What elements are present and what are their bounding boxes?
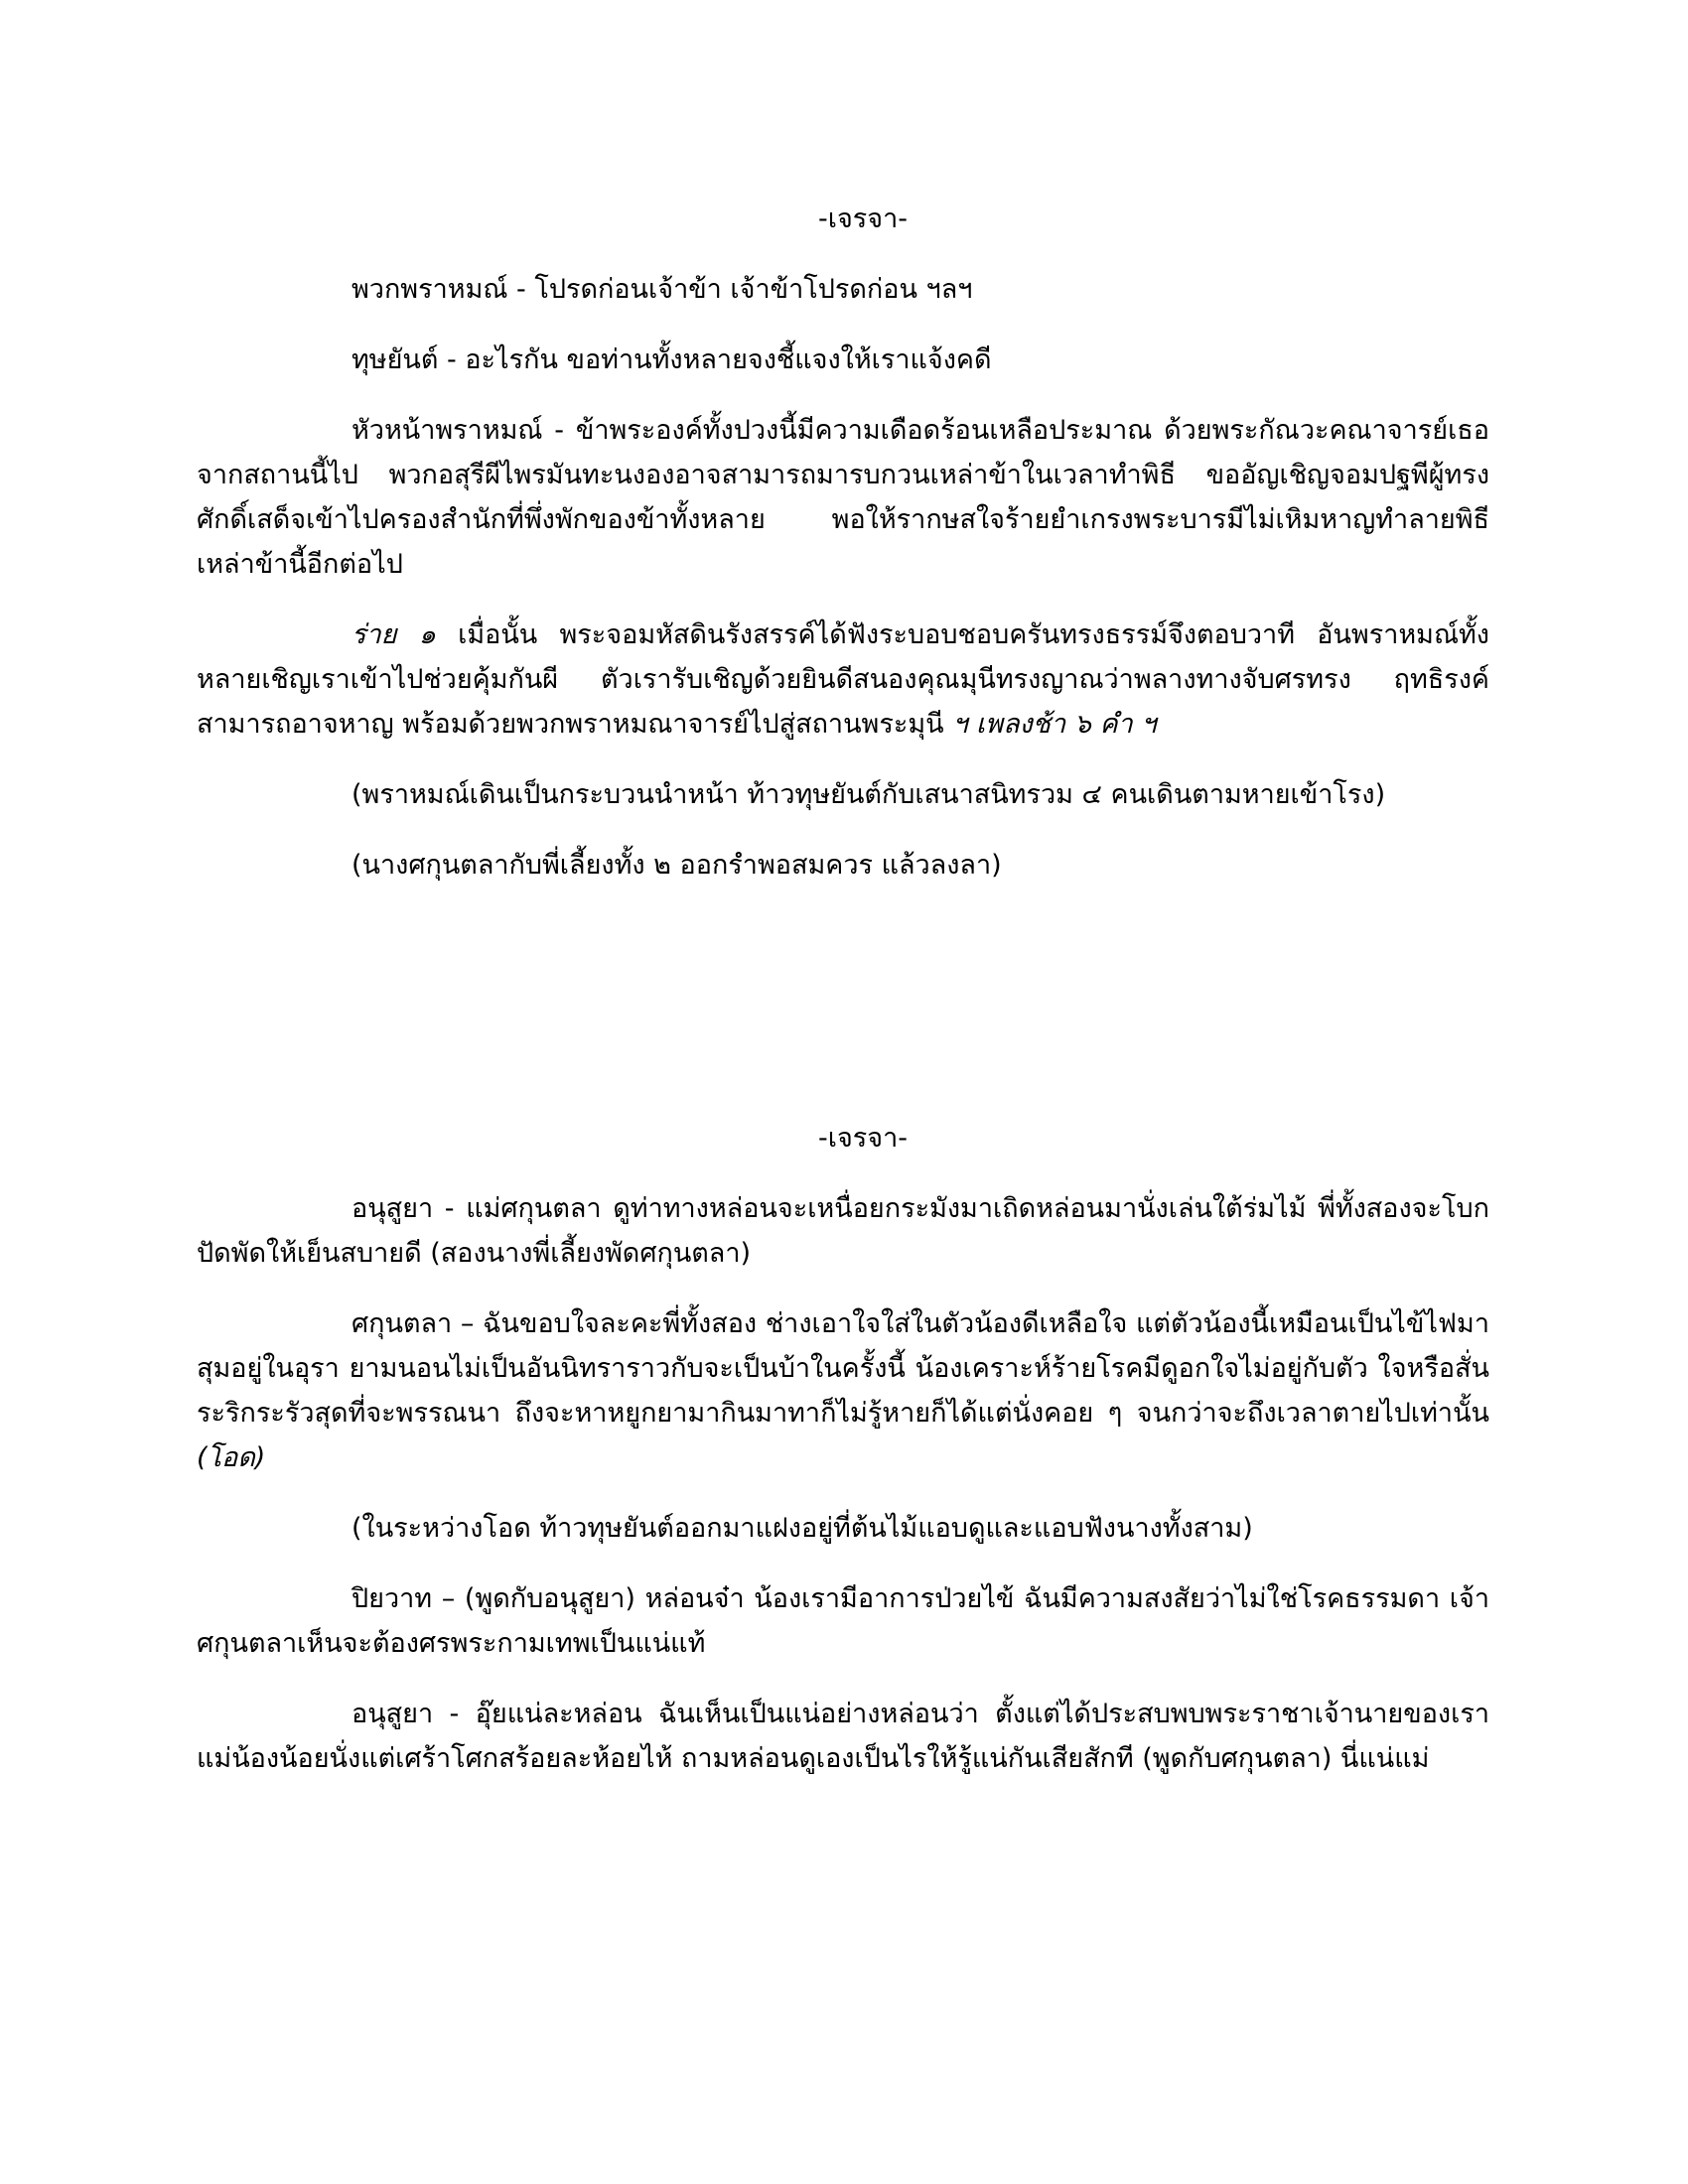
dialogue-para-anusuya-2: อนุสูยา - อุ๊ยแน่ละหล่อน ฉันเห็นเป็นแน่อย่างหล่อนว่า ตั้งแต่ได้ประสบพบพระราชาเจ้านายของเราแม่น้องน้อยนั่งแต่เศร้าโศกสร้อยละห้อยไห้ ถามหล่อนดูเองเป็นไรให้รู้แน่กันเสียสักที (พูดกับศกุนตลา) นี่แน่แม่ bbox=[197, 1699, 1489, 1774]
dialogue-line-brahmins: พวกพราหมณ์ - โปรดก่อนเจ้าข้า เจ้าข้าโปรดก่อน ฯลฯ bbox=[352, 274, 973, 305]
song-cue: (โอด) bbox=[197, 1442, 266, 1473]
verse-song-cue: ฯ เพลงช้า ๖ คำ ฯ bbox=[952, 709, 1157, 740]
stage-direction-procession: (พราหมณ์เดินเป็นกระบวนนำหน้า ท้าวทุษยันต์กับเสนาสนิทรวม ๔ คนเดินตามหายเข้าโรง) bbox=[352, 779, 1386, 810]
dialogue-para-head-brahmin: หัวหน้าพราหมณ์ - ข้าพระองค์ทั้งปวงนี้มีความเดือดร้อนเหลือประมาณ ด้วยพระกัณวะคณาจารย์เธอจากสถานนี้ไป พวกอสุรีผีไพรมันทะนงองอาจสามารถมารบกวนเหล่าข้าในเวลาทำพิธี ขออัญเชิญจอมปฐพีผู้ทรงศักดิ์เสด็จเข้าไปครองสำนักที่พึ่งพักของข้าทั้งหลาย พอให้รากษสใจร้ายยำเกรงพระบารมีไม่เหิมหาญทำลายพิธีเหล่าข้านี้อีกต่อไป bbox=[197, 415, 1489, 580]
dialogue-para-priyamvada: ปิยวาท – (พูดกับอนุสูยา) หล่อนจ๋า น้องเรามีอาการป่วยไข้ ฉันมีความสงสัยว่าไม่ใช่โรคธรรมดา เจ้าศกุนตลาเห็นจะต้องศรพระกามเทพเป็นแน่แท้ bbox=[197, 1583, 1489, 1659]
dialogue-text: ศกุนตลา – ฉันขอบใจละคะพี่ทั้งสอง ช่างเอาใจใส่ในตัวน้องดีเหลือใจ แต่ตัวน้องนี้เหมือนเป็นไข้ไฟมาสุมอยู่ในอุรา ยามนอนไม่เป็นอันนิทราราวกับจะเป็นบ้าในครั้งนี้ น้องเคราะห์ร้ายโรคมีดูอกใจไม่อยู่กับตัว ใจหรือสั่นระริกระรัวสุดที่จะพรรณนา ถึงจะหาหยูกยามากินมาทาก็ไม่รู้หายก็ได้แต่นั่งคอย ๆ จนกว่าจะถึงเวลาตายไปเท่านั้น bbox=[197, 1308, 1489, 1429]
dialogue-section-2 bbox=[197, 1116, 1489, 1807]
stage-direction-dance: (นางศกุนตลากับพี่เลี้ยงทั้ง ๒ ออกรำพอสมควร แล้วลงลา) bbox=[352, 850, 1002, 881]
verse-paragraph bbox=[197, 613, 1489, 747]
verse-text: เมื่อนั้น พระจอมหัสดินรังสรรค์ได้ฟังระบอบชอบครันทรงธรรม์จึงตอบวาที อันพราหมณ์ทั้งหลายเชิญเราเข้าไปช่วยคุ้มกันผี ตัวเรารับเชิญด้วยยินดีสนองคุณมุนีทรงญาณว่าพลางทางจับศรทรง ฤทธิรงค์สามารถอาจหาญ พร้อมด้วยพวกพราหมณาจารย์ไปสู่สถานพระมุนี bbox=[197, 619, 1489, 740]
dialogue-para-anusuya: อนุสูยา - แม่ศกุนตลา ดูท่าทางหล่อนจะเหนื่อยกระมังมาเถิดหล่อนมานั่งเล่นใต้ร่มไม้ พี่ทั้งสองจะโบกปัดพัดให้เย็นสบายดี (สองนางพี่เลี้ยงพัดศกุนตลา) bbox=[197, 1193, 1489, 1269]
verse-label: ร่าย ๑ bbox=[352, 619, 436, 650]
dialogue-para-shakuntala bbox=[197, 1301, 1489, 1480]
dialogue-section-1 bbox=[197, 197, 1489, 913]
section-heading: -เจรจา- bbox=[817, 1123, 909, 1154]
dialogue-line-dushyanta: ทุษยันต์ - อะไรกัน ขอท่านทั้งหลายจงชี้แจงให้เราแจ้งคดี bbox=[352, 344, 992, 375]
stage-direction-hiding: (ในระหว่างโอด ท้าวทุษยันต์ออกมาแฝงอยู่ที่ต้นไม้แอบดูและแอบฟังนางทั้งสาม) bbox=[352, 1513, 1253, 1544]
section-heading: -เจรจา- bbox=[817, 204, 909, 234]
